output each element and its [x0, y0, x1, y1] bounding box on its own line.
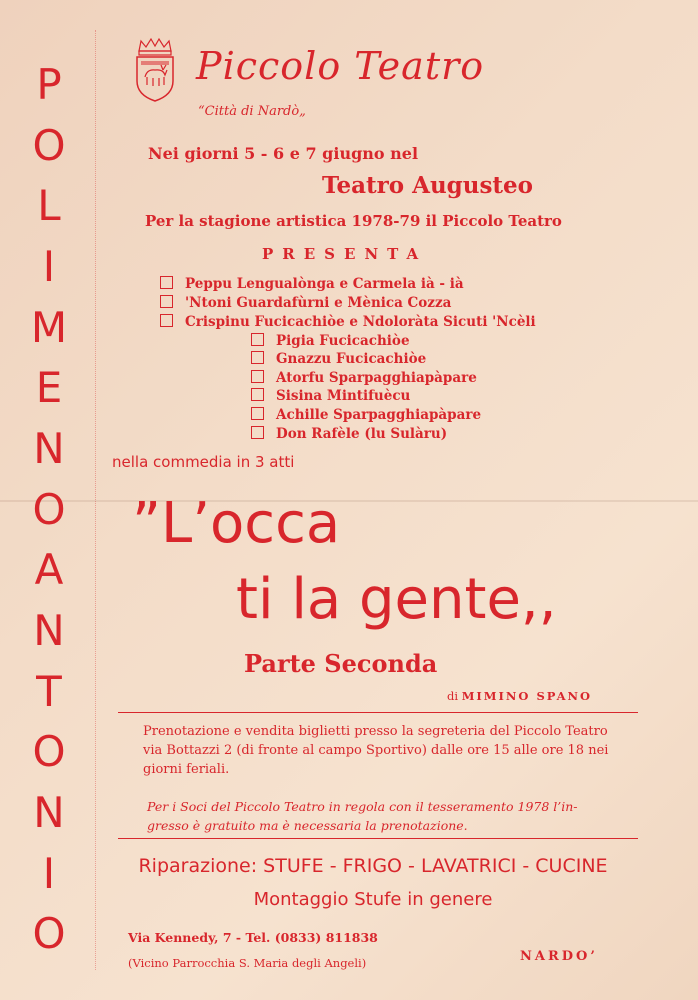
cast-item: Peppu Lengualònga e Carmela ià - ià	[160, 276, 464, 292]
side-letter: I	[42, 848, 56, 898]
divider	[118, 712, 638, 713]
vertical-advertiser-name	[26, 62, 72, 972]
checkbox-icon	[251, 388, 264, 401]
checkbox-icon	[160, 276, 173, 289]
booking-line: via Bottazzi 2 (di fronte al campo Sportivo) dalle ore 15 alle ore 18 nei	[143, 743, 609, 758]
cast-item: Don Rafèle (lu Sulàru)	[251, 426, 447, 442]
theater-title: Piccolo Teatro	[196, 44, 485, 88]
booking-line: giorni feriali.	[143, 762, 230, 777]
checkbox-icon	[251, 407, 264, 420]
play-author	[447, 689, 592, 703]
cast-item: 'Ntoni Guardafùrni e Mènica Cozza	[160, 295, 451, 311]
divider	[118, 838, 638, 839]
paper-fold	[0, 500, 698, 502]
members-info	[147, 797, 643, 835]
booking-info	[143, 722, 643, 779]
booking-line: Prenotazione e vendita biglietti presso la segreteria del Piccolo Teatro	[143, 724, 608, 739]
cast-item: Sisina Mintifuècu	[251, 388, 410, 404]
members-line: Per i Soci del Piccolo Teatro in regola con il tesseramento 1978 l’in-	[147, 799, 578, 814]
checkbox-icon	[251, 351, 264, 364]
play-title-line2: ti la gente,,	[236, 567, 557, 632]
checkbox-icon	[251, 426, 264, 439]
advert-address: Via Kennedy, 7 - Tel. (0833) 811838	[128, 930, 378, 945]
checkbox-icon	[160, 295, 173, 308]
advert-repair: Riparazione: STUFE - FRIGO - LAVATRICI - CUCINE	[138, 855, 608, 877]
town-crest-icon	[133, 37, 177, 103]
side-letter: A	[34, 545, 64, 595]
cast-item: Pigia Fucicachiòe	[251, 333, 410, 349]
side-letter: I	[42, 242, 56, 291]
side-letter: P	[36, 60, 62, 109]
play-title-line1: ”L’occa	[132, 491, 341, 556]
side-letter: O	[32, 120, 66, 170]
checkbox-icon	[160, 314, 173, 327]
event-season: Per la stagione artistica 1978-79 il Piccolo Teatro	[145, 212, 562, 230]
event-dates: Nei giorni 5 - 6 e 7 giugno nel	[148, 144, 419, 163]
side-letter: O	[32, 909, 66, 959]
side-letter: M	[30, 302, 68, 352]
theater-subtitle: “Città di Nardò„	[198, 104, 306, 119]
checkbox-icon	[251, 333, 264, 346]
side-letter: T	[36, 666, 62, 716]
advert-install: Montaggio Stufe in genere	[253, 889, 493, 910]
members-line: gresso è gratuito ma è necessaria la prenotazione.	[147, 818, 468, 833]
cast-item: Gnazzu Fucicachiòe	[251, 351, 426, 367]
margin-line	[95, 30, 96, 970]
side-letter: O	[32, 727, 66, 777]
side-letter: N	[33, 424, 65, 473]
cast-item: Achille Sparpagghiapàpare	[251, 407, 481, 423]
cast-item: Atorfu Sparpagghiapàpare	[251, 370, 477, 386]
side-letter: E	[35, 363, 63, 413]
advert-city: NARDO’	[520, 949, 598, 964]
checkbox-icon	[251, 370, 264, 383]
side-letter: N	[33, 606, 65, 655]
cast-item: Crispinu Fucicachiòe e Ndoloràta Sicuti 'Ncèli	[160, 314, 536, 330]
advert-address-note: (Vicino Parrocchia S. Maria degli Angeli)	[128, 956, 367, 970]
event-venue: Teatro Augusteo	[322, 172, 534, 199]
play-intro: nella commedia in 3 atti	[112, 453, 295, 471]
side-letter: L	[37, 181, 61, 231]
side-letter: O	[32, 484, 66, 534]
author-prefix: di	[447, 689, 459, 703]
author-name: MIMINO SPANO	[461, 689, 593, 703]
presenta-heading: PRESENTA	[262, 245, 428, 263]
side-letter: N	[33, 788, 65, 837]
play-part: Parte Seconda	[244, 649, 438, 678]
